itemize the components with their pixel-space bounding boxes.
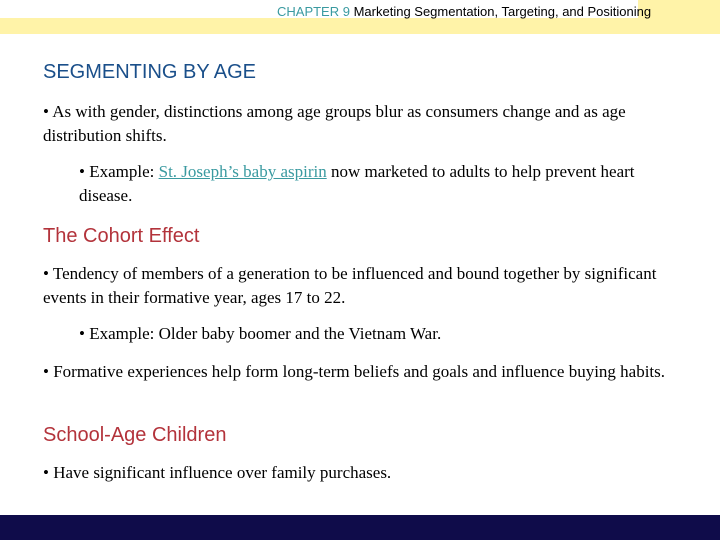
bullet-cohort-example: • Example: Older baby boomer and the Vietnam War. [79, 324, 442, 343]
bullet-formative-experiences: • Formative experiences help form long-term beliefs and goals and influence buying habits. [43, 362, 666, 381]
chapter-number: CHAPTER 9 [277, 4, 350, 19]
bullet-family-purchases: • Have significant influence over family purchases. [43, 463, 392, 482]
example-prefix: • Example: [79, 162, 159, 181]
chapter-title: Marketing Segmentation, Targeting, and Positioning [353, 4, 652, 19]
footer-bar [0, 515, 720, 540]
example-suffix: now marketed to adults to help prevent heart disease. [79, 162, 635, 205]
bullet-age-distinctions: • As with gender, distinctions among age groups blur as consumers change and as age distribution shifts. [43, 102, 626, 145]
bullet-aspirin-example [79, 160, 679, 208]
chapter-header [277, 4, 651, 19]
heading-cohort-effect: The Cohort Effect [43, 225, 200, 247]
heading-segmenting-by-age: SEGMENTING BY AGE [43, 61, 257, 83]
aspirin-link[interactable]: St. Joseph’s baby aspirin [158, 162, 327, 181]
heading-school-age-children: School-Age Children [43, 424, 227, 446]
bullet-cohort-definition: • Tendency of members of a generation to be influenced and bound together by significant events in their formative year, ages 17 to 22. [43, 264, 657, 307]
